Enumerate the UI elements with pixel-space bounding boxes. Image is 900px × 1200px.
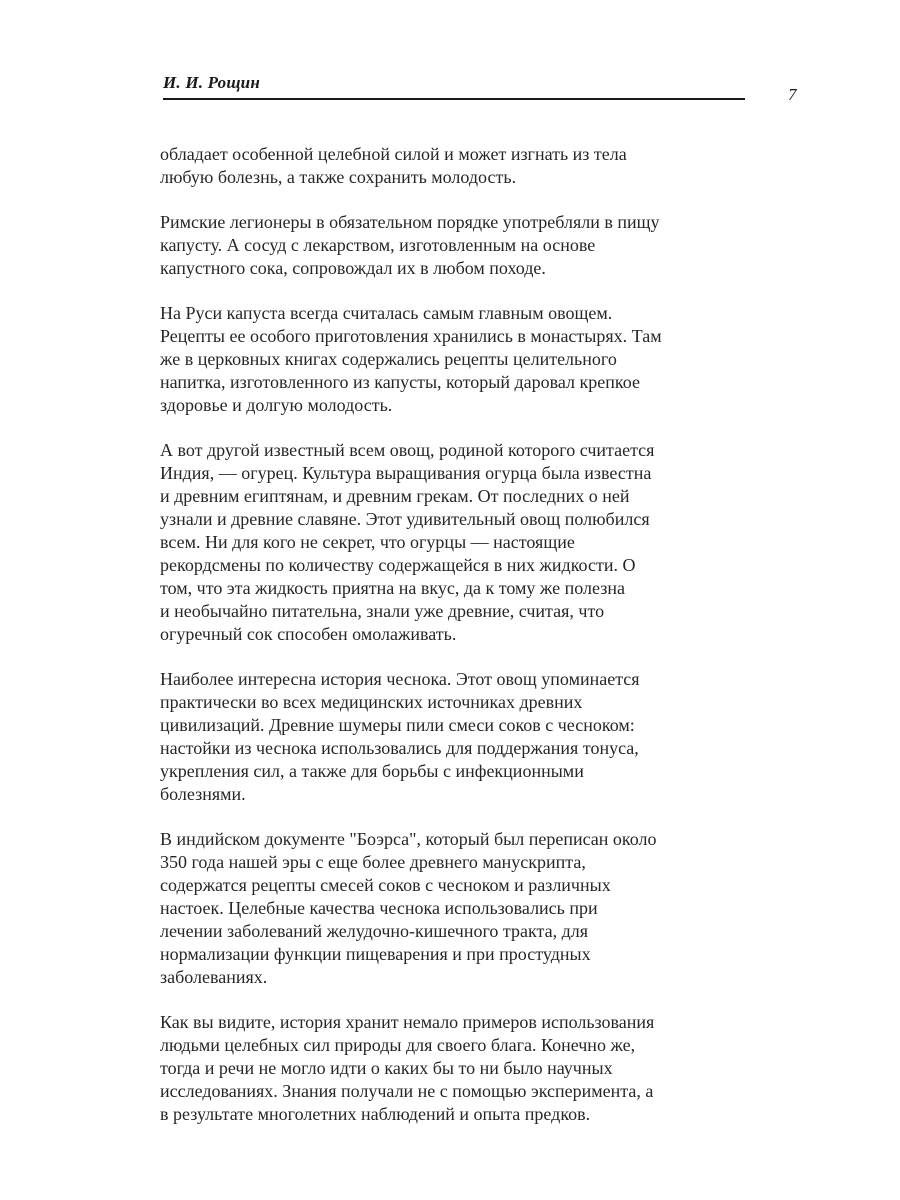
paragraph [160, 211, 740, 280]
page-number: 7 [788, 85, 797, 104]
text-line: содержатся рецепты смесей соков с чесноком и различных [160, 875, 611, 895]
text-line: обладает особенной целебной силой и может изгнать из тела [160, 144, 627, 164]
text-line: исследованиях. Знания получали не с помощью эксперимента, а [160, 1081, 654, 1101]
running-header [163, 72, 745, 100]
text-line: цивилизаций. Древние шумеры пили смеси соков с чесноком: [160, 715, 635, 735]
text-line: практически во всех медицинских источниках древних [160, 692, 583, 712]
text-line: Индия, — огурец. Культура выращивания огурца была известна [160, 463, 652, 483]
paragraph [160, 143, 740, 189]
text-line: лечении заболеваний желудочно-кишечного тракта, для [160, 921, 588, 941]
text-line: Рецепты ее особого приготовления хранились в монастырях. Там [160, 326, 662, 346]
text-line: капустного сока, сопровождал их в любом походе. [160, 258, 546, 278]
text-line: Наиболее интересна история чеснока. Этот овощ упоминается [160, 669, 640, 689]
body-text [160, 143, 740, 1148]
text-line: Как вы видите, история хранит немало примеров использования [160, 1012, 655, 1032]
text-line: и древним египтянам, и древним грекам. От последних о ней [160, 486, 630, 506]
paragraph [160, 828, 740, 989]
text-line: А вот другой известный всем овощ, родиной которого считается [160, 440, 655, 460]
paragraph [160, 668, 740, 806]
text-line: людьми целебных сил природы для своего блага. Конечно же, [160, 1035, 636, 1055]
text-line: тогда и речи не могло идти о каких бы то ни было научных [160, 1058, 613, 1078]
text-line: любую болезнь, а также сохранить молодость. [160, 167, 517, 187]
text-line: нормализации функции пищеварения и при простудных [160, 944, 591, 964]
text-line: здоровье и долгую молодость. [160, 395, 393, 415]
author-name: И. И. Рощин [163, 73, 260, 92]
text-line: укрепления сил, а также для борьбы с инфекционными [160, 761, 584, 781]
text-line: рекордсмены по количеству содержащейся в них жидкости. О [160, 555, 636, 575]
text-line: Римские легионеры в обязательном порядке употребляли в пищу [160, 212, 660, 232]
text-line: настоек. Целебные качества чеснока использовались при [160, 898, 598, 918]
paragraph [160, 1011, 740, 1126]
text-line: огуречный сок способен омолаживать. [160, 624, 457, 644]
text-line: 350 года нашей эры с еще более древнего манускрипта, [160, 852, 586, 872]
paragraph [160, 439, 740, 646]
text-line: же в церковных книгах содержались рецепты целительного [160, 349, 617, 369]
text-line: В индийском документе "Боэрса", который был переписан около [160, 829, 657, 849]
text-line: узнали и древние славяне. Этот удивительный овощ полюбился [160, 509, 650, 529]
text-line: напитка, изготовленного из капусты, который даровал крепкое [160, 372, 640, 392]
text-line: всем. Ни для кого не секрет, что огурцы — настоящие [160, 532, 575, 552]
text-line: том, что эта жидкость приятна на вкус, да к тому же полезна [160, 578, 625, 598]
text-line: настойки из чеснока использовались для поддержания тонуса, [160, 738, 639, 758]
text-line: капусту. А сосуд с лекарством, изготовленным на основе [160, 235, 596, 255]
text-line: заболеваниях. [160, 967, 268, 987]
text-line: На Руси капуста всегда считалась самым главным овощем. [160, 303, 613, 323]
text-line: в результате многолетних наблюдений и опыта предков. [160, 1104, 591, 1124]
paragraph [160, 302, 740, 417]
text-line: и необычайно питательна, знали уже древние, считая, что [160, 601, 605, 621]
text-line: болезнями. [160, 784, 246, 804]
